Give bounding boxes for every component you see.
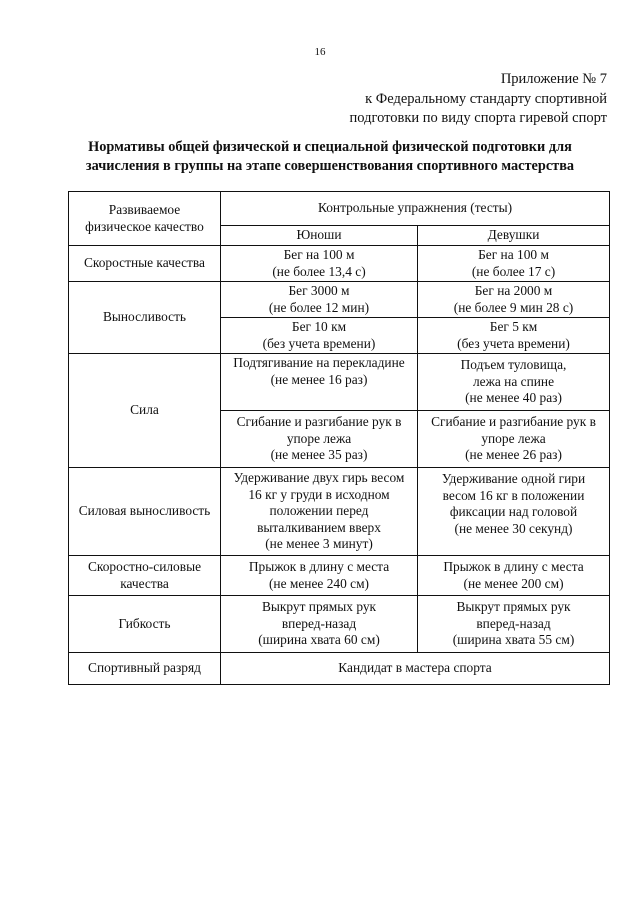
cell-line: (не более 13,4 с) [272, 263, 366, 279]
girls-cell [418, 556, 610, 596]
cell-line: Сгибание и разгибание рук в [236, 414, 402, 430]
girls-cell [418, 468, 610, 556]
cell-line: Бег 10 км [291, 319, 347, 334]
cell-line: Бег 3000 м [288, 283, 350, 298]
table-row [69, 596, 610, 653]
appendix-line: подготовки по виду спорта гиревой спорт [349, 110, 607, 126]
cell-line: 16 кг у груди в исходном [248, 486, 390, 502]
cell-line: Подтягивание на перекладине [233, 355, 405, 370]
boys-cell [221, 596, 418, 653]
table-row [69, 468, 610, 556]
boys-cell [221, 246, 418, 282]
cell-line: (не менее 3 минут) [265, 536, 373, 552]
cell-line: Бег на 2000 м [474, 283, 553, 298]
quality-cell: Скоростные качества [69, 246, 221, 282]
girls-cell [418, 318, 610, 354]
cell-line: Выкрут прямых рук [456, 599, 571, 615]
cell-line: (ширина хвата 55 см) [452, 632, 575, 648]
boys-cell [221, 282, 418, 318]
cell-line: Выкрут прямых рук [261, 599, 377, 615]
appendix-line: к Федеральному стандарту спортивной [365, 90, 607, 107]
quality-cell: Спортивный разряд [69, 653, 221, 685]
header-girls-cell: Девушки [418, 226, 610, 246]
cell-line: Сгибание и разгибание рук в [431, 414, 596, 430]
cell-line: (не менее 200 см) [463, 575, 564, 591]
cell-line: (не менее 240 см) [268, 575, 370, 591]
cell-line: качества [120, 575, 169, 591]
girls-cell [418, 246, 610, 282]
cell-line: фиксации над головой [449, 504, 578, 519]
quality-cell: Выносливость [69, 282, 221, 354]
boys-cell [221, 411, 418, 468]
cell-line: (не менее 35 раз) [270, 447, 368, 463]
girls-cell [418, 411, 610, 468]
boys-cell [221, 354, 418, 411]
cell-line: (без учета времени) [457, 335, 570, 351]
boys-cell [221, 468, 418, 556]
title-line: зачисления в группы на этапе совершенствования спортивного мастерства [85, 157, 575, 174]
cell-line: (не менее 30 секунд) [454, 520, 573, 536]
cell-line: (не менее 40 раз) [465, 390, 562, 406]
cell-line: Скоростно-силовые [87, 559, 202, 574]
rank-value-cell: Кандидат в мастера спорта [221, 653, 610, 685]
cell-line: выталкиванием вверх [257, 519, 381, 535]
cell-line: Подъем туловища, [460, 357, 567, 373]
cell-line: положении перед [269, 503, 369, 519]
boys-cell [221, 556, 418, 596]
header-tests-cell: Контрольные упражнения (тесты) [221, 192, 610, 226]
cell-line: вперед-назад [476, 615, 551, 631]
header-boys-cell: Юноши [221, 226, 418, 246]
quality-cell: Сила [69, 354, 221, 468]
cell-line: Удерживание одной гири [441, 471, 586, 486]
girls-cell [418, 596, 610, 653]
cell-line: (ширина хвата 60 см) [258, 632, 380, 648]
document-title [40, 138, 620, 175]
cell-line: лежа на спине [473, 373, 555, 389]
header-quality-line: Развиваемое [108, 202, 181, 217]
table-row [69, 556, 610, 596]
quality-cell: Силовая выносливость [69, 468, 221, 556]
cell-line: (не менее 26 раз) [465, 447, 562, 463]
page-number: 16 [314, 46, 326, 58]
header-quality-cell [69, 192, 221, 246]
cell-line: Удерживание двух гирь весом [233, 470, 405, 486]
cell-line: вперед-назад [281, 615, 357, 631]
girls-cell [418, 282, 610, 318]
table-header-row [69, 192, 610, 226]
appendix-line: Приложение № 7 [500, 71, 607, 87]
table-row [69, 282, 610, 318]
cell-line: (не менее 16 раз) [270, 371, 368, 387]
cell-line: Бег 5 км [489, 319, 538, 334]
table-row [69, 354, 610, 411]
cell-line: Бег на 100 м [478, 247, 549, 262]
header-quality-line: физическое качество [85, 218, 204, 234]
cell-line: (без учета времени) [262, 335, 376, 351]
appendix-header [350, 70, 607, 129]
cell-line: весом 16 кг в положении [442, 487, 585, 503]
boys-cell [221, 318, 418, 354]
quality-cell: Гибкость [69, 596, 221, 653]
cell-line: (не более 17 с) [471, 263, 556, 279]
norms-table [68, 191, 610, 685]
cell-line: упоре лежа [286, 430, 352, 446]
cell-line: Бег на 100 м [283, 247, 355, 262]
cell-line: Прыжок в длину с места [443, 559, 584, 574]
cell-line: (не более 9 мин 28 с) [453, 299, 574, 315]
table-row [69, 653, 610, 685]
title-line: Нормативы общей физической и специальной физической подготовки для [88, 139, 572, 155]
table-row [69, 246, 610, 282]
cell-line: Прыжок в длину с места [248, 559, 390, 574]
quality-cell [69, 556, 221, 596]
cell-line: (не более 12 мин) [268, 299, 370, 315]
cell-line: упоре лежа [481, 430, 546, 446]
girls-cell [418, 354, 610, 411]
